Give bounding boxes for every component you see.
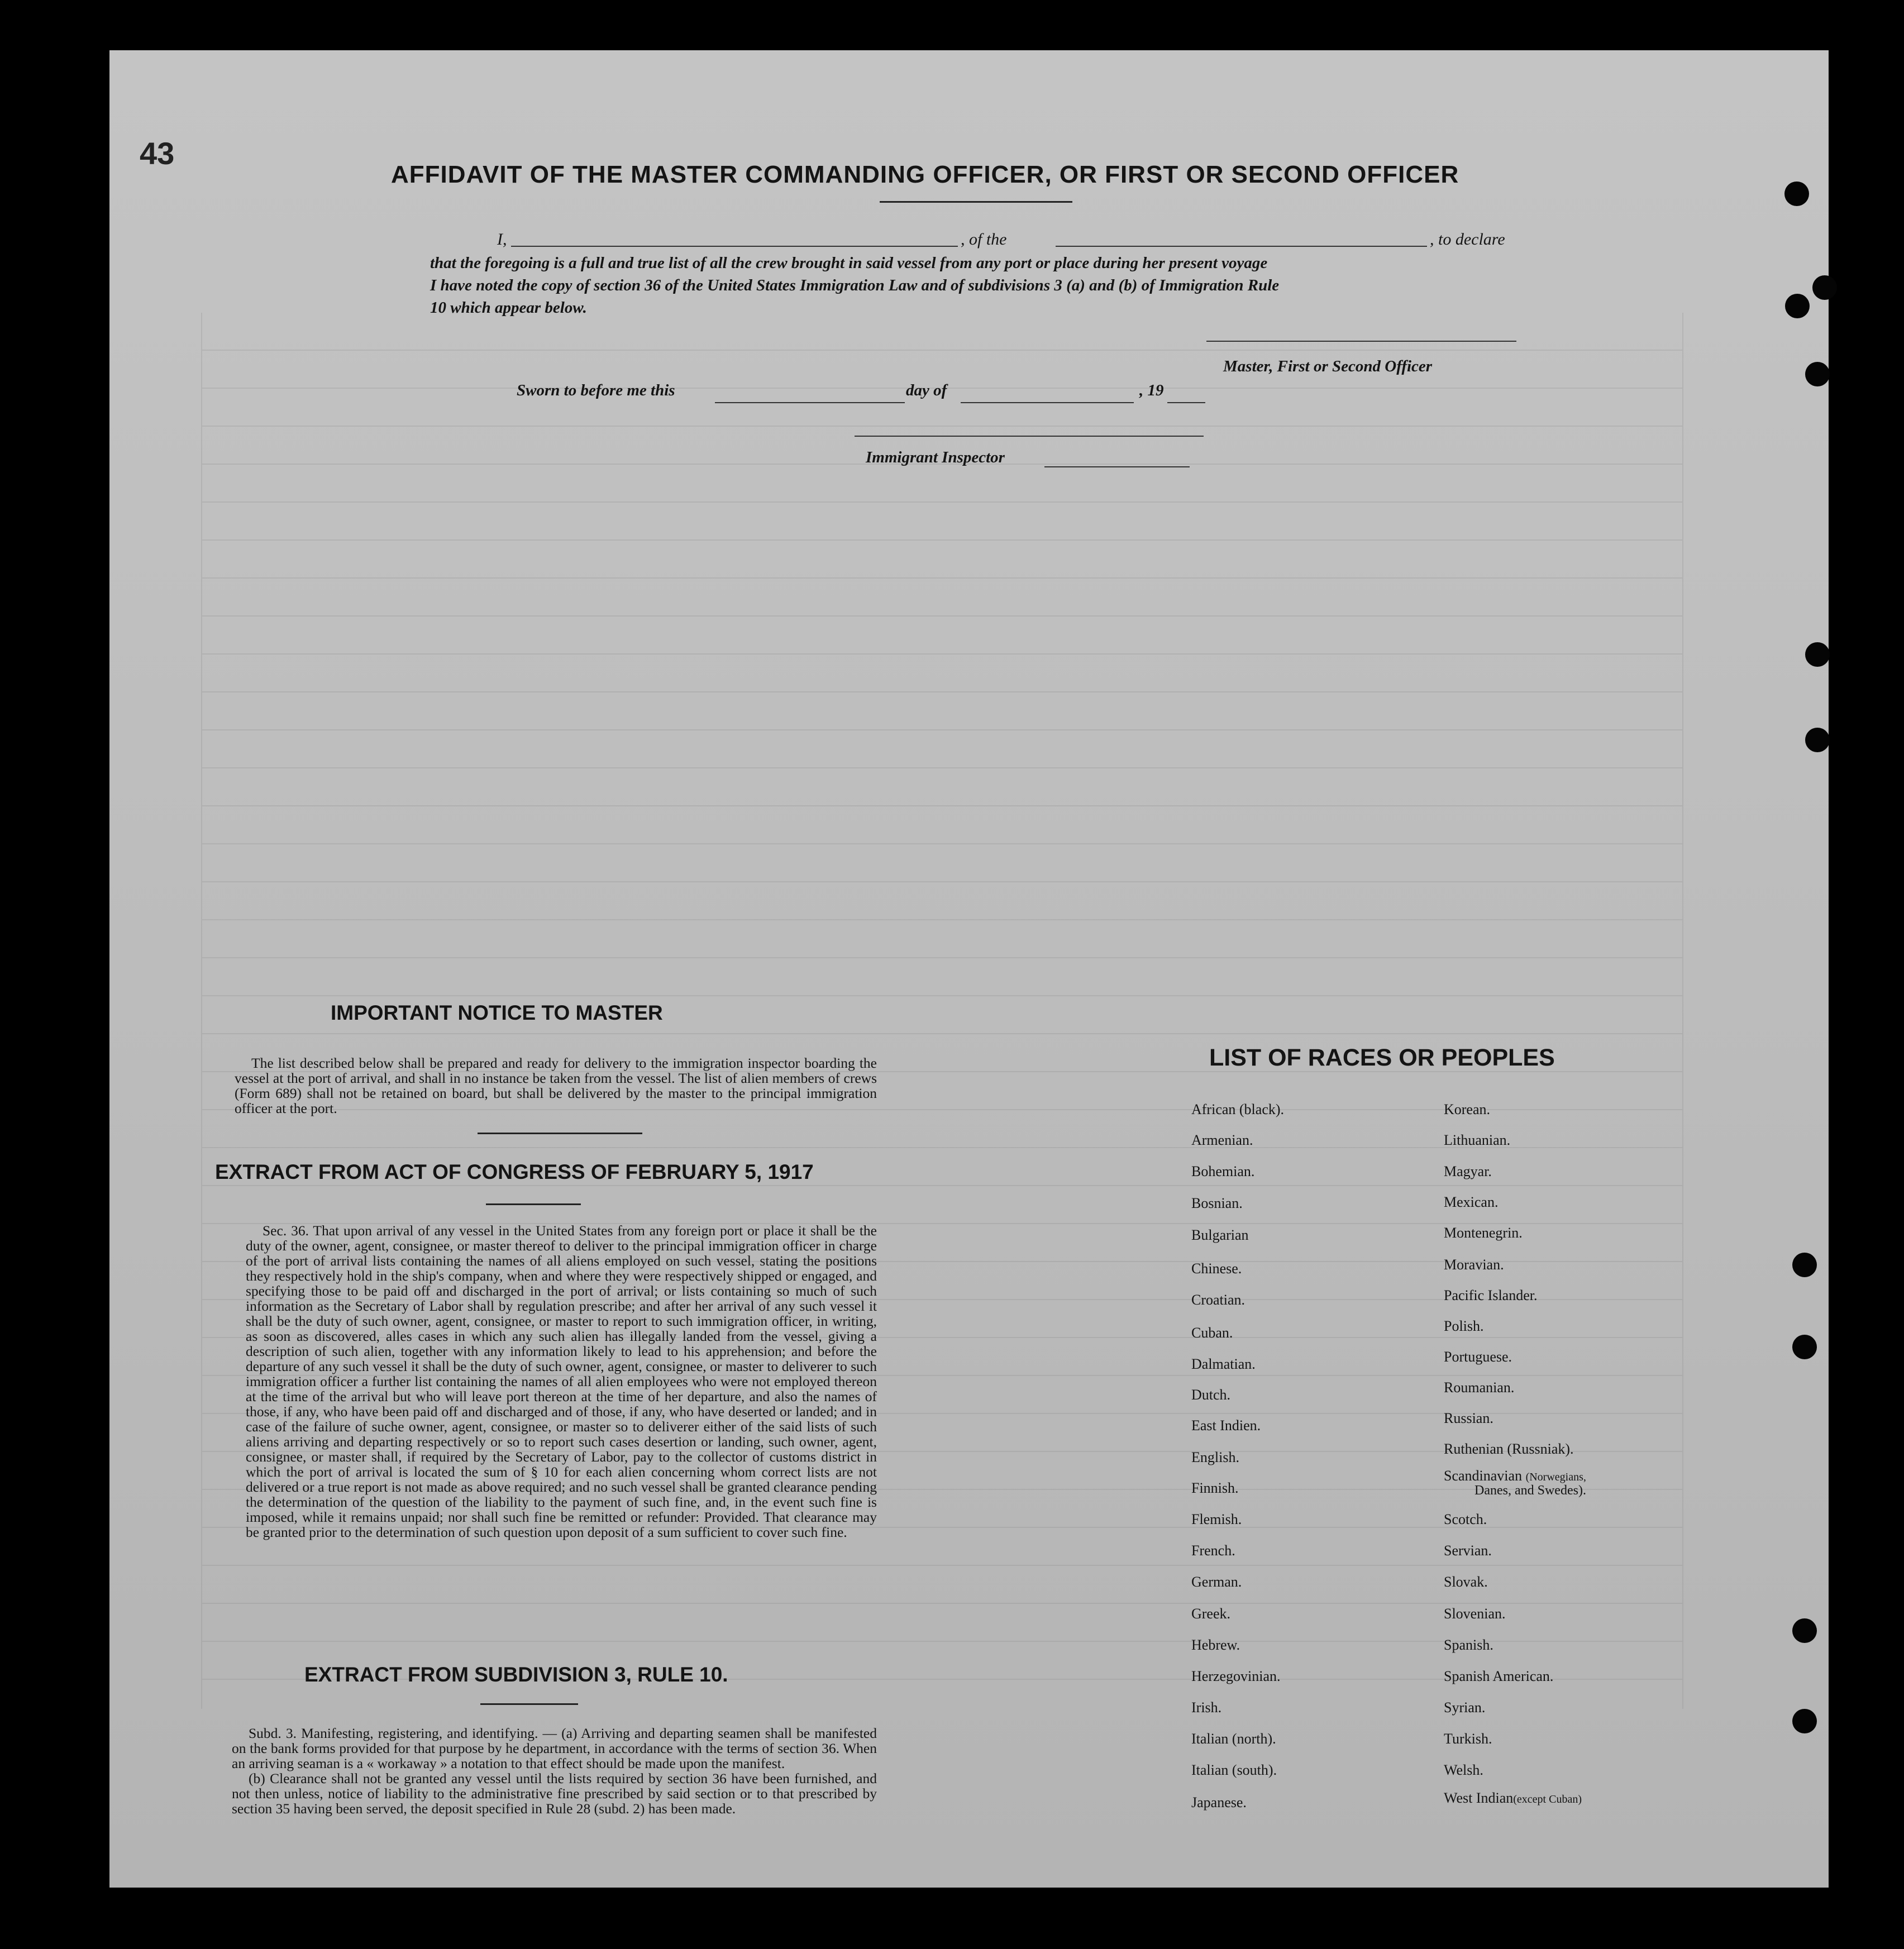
- sworn-year: , 19: [1139, 381, 1164, 399]
- vessel-field-line: [1056, 246, 1427, 247]
- rule-para-b: (b) Clearance shall not be granted any vessel until the lists required by section 36 have been furnished, and not then unless, notice of liability to the administrative fine prescribed by said section or to that prescribed by section 35 having been served, the deposit specified in Rule 28 (subd. 2) has been made.: [232, 1770, 877, 1817]
- sworn-date-line: [715, 402, 905, 403]
- race-item: Herzegovinian.: [1191, 1668, 1281, 1684]
- race-item: Spanish American.: [1444, 1668, 1554, 1684]
- punch-hole: [1805, 642, 1830, 667]
- affidavit-title: AFFIDAVIT OF THE MASTER COMMANDING OFFICER, OR FIRST OR SECOND OFFICER: [391, 161, 1459, 188]
- race-item: Mexican.: [1444, 1194, 1499, 1210]
- race-item: Croatian.: [1191, 1292, 1246, 1308]
- race-item: Moravian.: [1444, 1257, 1504, 1273]
- race-item: Hebrew.: [1191, 1637, 1240, 1653]
- affidavit-line1-prefix: I,: [497, 230, 507, 249]
- race-label: Scandinavian: [1444, 1468, 1523, 1484]
- sworn-prefix: Sworn to before me this: [517, 381, 675, 399]
- rule-para-a: Subd. 3. Manifesting, registering, and identifying. — (a) Arriving and departing seamen shall be manifested on the bank forms provided for that purpose by he department, in accordance with the terms of section 36. When an arriving seaman is a « workaway » a notation to that effect should be made upon the manifest.: [232, 1725, 877, 1771]
- race-item: Spanish.: [1444, 1637, 1493, 1653]
- race-item: Flemish.: [1191, 1511, 1242, 1527]
- inspector-signature-line: [855, 436, 1204, 437]
- race-item: Ruthenian (Russniak).: [1444, 1441, 1574, 1457]
- race-item: Turkish.: [1444, 1731, 1492, 1747]
- race-item: Lithuanian.: [1444, 1132, 1511, 1148]
- race-item: East Indien.: [1191, 1417, 1261, 1434]
- race-item: Roumanian.: [1444, 1379, 1515, 1396]
- affidavit-line1-mid: , of the: [961, 230, 1007, 249]
- race-item: Montenegrin.: [1444, 1225, 1523, 1241]
- punch-hole: [1792, 1253, 1817, 1277]
- race-item: Greek.: [1191, 1606, 1231, 1622]
- master-signature-label: Master, First or Second Officer: [1223, 357, 1433, 375]
- race-item: Bulgarian: [1191, 1227, 1249, 1243]
- rule-rule: [480, 1703, 578, 1705]
- race-item: Slovak.: [1444, 1574, 1488, 1590]
- name-field-line: [511, 246, 958, 247]
- race-item: Magyar.: [1444, 1163, 1492, 1179]
- affidavit-line2: that the foregoing is a full and true list of all the crew brought in said vessel from any port or place during her present voyage: [430, 254, 1268, 272]
- sworn-month-line: [961, 402, 1134, 403]
- race-item: Japanese.: [1191, 1794, 1247, 1811]
- race-item: Dalmatian.: [1191, 1356, 1256, 1372]
- race-item: Bohemian.: [1191, 1163, 1255, 1179]
- affidavit-line4: 10 which appear below.: [430, 299, 587, 317]
- punch-hole: [1792, 1709, 1817, 1733]
- race-item: German.: [1191, 1574, 1242, 1590]
- act-text: Sec. 36. That upon arrival of any vessel in the United States from any foreign port or place it shall be the duty of the owner, agent, consignee, or master thereof to deliver to the principal immigration officer in charge of the port of arrival lists containing the names of all aliens employed on such vessel, stating the positions they respectively hold in the ship's company, when and where they were respectively shipped or engaged, and specifying those to be paid off and discharged in the port of arrival; or lists containing so much of such information as the Secretary of Labor shall by regulation prescribe; and after her arrival of any such vessel it shall be the duty of such owner, agent, consignee, or master to report to such immigration officer, in writing, as soon as discovered, alles cases in which any such alien has illegally landed from the vessel, giving a description of such alien, together with any information likely to lead to his apprehension; and before the departure of any such vessel it shall be the duty of such owner, agent, consignee, or master to deliverer to such immigration officer a further list containing the names of all alien employees who were not employed thereon at the time of the arrival but who will leave port thereon at the time of her departure, and also the names of those, if any, who have been paid off and discharged and of those, if any, who have deserted or landed; and in case of the failure of suche owner, agent, consignee, or master so to deliverer either of the said lists of such aliens arriving and departing respectively or so to report such cases desertion or landing, such owner, agent, consignee, or master shall, if required by the Secretary of Labor, pay to the collector of customs district in which the port of arrival is located the sum of § 10 for each alien concerning whom correct lists are not delivered or a true report is not made as above required; and no such vessel shall be granted clearance pending the determination of the question of the liability to the payment of such fine, and, in the event such fine is imposed, while it remains unpaid; nor shall such fine be remitted or refunder: Provided. That clearance may be granted prior to the determination of such question upon deposit of a sum sufficient to cover such fine.: [246, 1222, 877, 1540]
- race-item: Chinese.: [1191, 1260, 1242, 1277]
- race-item: Irish.: [1191, 1699, 1222, 1716]
- master-signature-line: [1206, 341, 1516, 342]
- sworn-year-line: [1167, 402, 1205, 403]
- race-item: French.: [1191, 1542, 1235, 1559]
- race-item: Servian.: [1444, 1542, 1492, 1559]
- race-item: English.: [1191, 1449, 1239, 1465]
- race-item: Bosnian.: [1191, 1195, 1243, 1211]
- race-note: (except Cuban): [1513, 1793, 1582, 1805]
- punch-hole: [1812, 275, 1837, 300]
- punch-hole: [1792, 1618, 1817, 1643]
- rule-body: [232, 1726, 877, 1816]
- race-item: Russian.: [1444, 1410, 1493, 1426]
- notice-text: The list described below shall be prepared and ready for delivery to the immigration inspector boarding the vessel at the port of arrival, and shall in no instance be taken from the vessel. The list of alien members of crews (Form 689) shall not be retained on board, but shall be delivered by the master to the principal immigration officer at the port.: [235, 1055, 877, 1116]
- title-rule: [880, 201, 1072, 203]
- punch-hole: [1805, 728, 1830, 752]
- page-mark: 43: [140, 136, 175, 171]
- race-item: Welsh.: [1444, 1762, 1483, 1778]
- race-item: Polish.: [1444, 1318, 1484, 1334]
- races-heading: LIST OF RACES OR PEOPLES: [1209, 1044, 1555, 1071]
- affidavit-line1-end: , to declare: [1430, 230, 1505, 249]
- race-item: Cuban.: [1191, 1325, 1233, 1341]
- notice-rule: [478, 1133, 642, 1134]
- punch-hole: [1792, 1335, 1817, 1359]
- punch-hole: [1784, 181, 1809, 206]
- race-item-scandinavian: [1444, 1468, 1586, 1484]
- act-rule: [486, 1203, 581, 1205]
- race-item: Scotch.: [1444, 1511, 1487, 1527]
- race-item: Korean.: [1444, 1101, 1491, 1117]
- notice-body: [235, 1055, 877, 1116]
- inspector-label: Immigrant Inspector: [866, 448, 1005, 466]
- race-item: Finnish.: [1191, 1480, 1239, 1496]
- race-note: Danes, and Swedes).: [1474, 1483, 1586, 1498]
- affidavit-line3: I have noted the copy of section 36 of the United States Immigration Law and of subdivisions 3 (a) and (b) of Immigration Rule: [430, 276, 1280, 294]
- act-body: [246, 1223, 877, 1540]
- notice-heading: IMPORTANT NOTICE TO MASTER: [331, 1001, 663, 1024]
- race-item: Pacific Islander.: [1444, 1287, 1538, 1303]
- race-item: Dutch.: [1191, 1387, 1231, 1403]
- race-note: (Norwegians,: [1525, 1471, 1586, 1483]
- race-item: Armenian.: [1191, 1132, 1253, 1148]
- race-item: Italian (north).: [1191, 1731, 1276, 1747]
- race-item: Italian (south).: [1191, 1762, 1277, 1778]
- rule-heading: EXTRACT FROM SUBDIVISION 3, RULE 10.: [304, 1663, 728, 1686]
- race-label: West Indian: [1444, 1790, 1514, 1806]
- race-item: Slovenian.: [1444, 1606, 1506, 1622]
- punch-hole: [1805, 362, 1830, 386]
- race-item: Syrian.: [1444, 1699, 1486, 1716]
- inspector-underline: [1044, 466, 1190, 467]
- race-item: Portuguese.: [1444, 1349, 1512, 1365]
- act-heading: EXTRACT FROM ACT OF CONGRESS OF FEBRUARY 5, 1917: [215, 1160, 814, 1183]
- race-item-west-indian: [1444, 1790, 1582, 1807]
- race-item: African (black).: [1191, 1101, 1285, 1117]
- sworn-day-of: day of: [906, 381, 947, 399]
- punch-hole: [1785, 294, 1810, 318]
